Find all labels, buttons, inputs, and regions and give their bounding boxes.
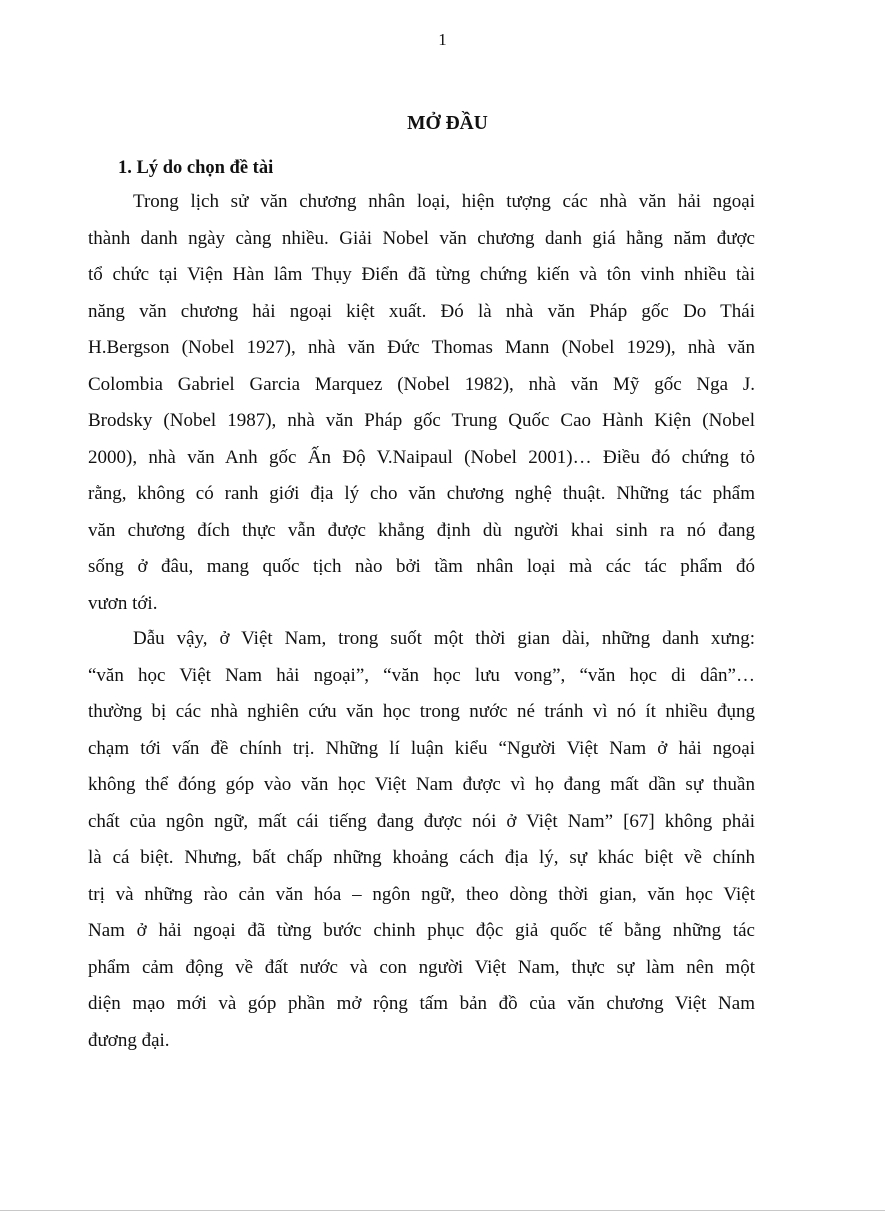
paragraph-line: đương đại. — [88, 1029, 170, 1051]
paragraph-line: là cá biệt. Nhưng, bất chấp những khoảng cách địa lý, sự khác biệt về chính — [88, 847, 755, 868]
paragraph-line: phẩm cảm động về đất nước và con người Việt Nam, thực sự làm nên một — [88, 956, 755, 978]
paragraph-line: không thể đóng góp vào văn học Việt Nam được vì họ đang mất dần sự thuần — [88, 774, 755, 795]
paragraph-line: sống ở đâu, mang quốc tịch nào bởi tầm nhân loại mà các tác phẩm đó — [88, 556, 755, 577]
paragraph-1 — [88, 184, 755, 622]
paragraph-line: Dẫu vậy, ở Việt Nam, trong suốt một thời gian dài, những danh xưng: — [133, 628, 755, 649]
paragraph-line: tổ chức tại Viện Hàn lâm Thụy Điển đã từng chứng kiến và tôn vinh nhiều tài — [88, 264, 755, 285]
paragraph-line: năng văn chương hải ngoại kiệt xuất. Đó là nhà văn Pháp gốc Do Thái — [88, 300, 755, 322]
paragraph-line: “văn học Việt Nam hải ngoại”, “văn học lưu vong”, “văn học di dân”… — [88, 664, 755, 686]
paragraph-line: Nam ở hải ngoại đã từng bước chinh phục độc giả quốc tế bằng những tác — [88, 920, 755, 941]
paragraph-line: trị và những rào cản văn hóa – ngôn ngữ, theo dòng thời gian, văn học Việt — [88, 883, 755, 905]
paragraph-line: chạm tới vấn đề chính trị. Những lí luận kiểu “Người Việt Nam ở hải ngoại — [88, 737, 755, 759]
paragraph-line: rằng, không có ranh giới địa lý cho văn chương nghệ thuật. Những tác phẩm — [88, 483, 755, 504]
paragraph-line: 2000), nhà văn Anh gốc Ấn Độ V.Naipaul (Nobel 2001)… Điều đó chứng tỏ — [88, 446, 755, 468]
paragraph-line: Trong lịch sử văn chương nhân loại, hiện tượng các nhà văn hải ngoại — [133, 191, 755, 212]
paragraph-line: vươn tới. — [88, 592, 158, 614]
paragraph-line: H.Bergson (Nobel 1927), nhà văn Đức Thomas Mann (Nobel 1929), nhà văn — [88, 337, 755, 358]
document-title: MỞ ĐẦU — [407, 113, 488, 134]
paragraph-line: chất của ngôn ngữ, mất cái tiếng đang được nói ở Việt Nam” [67] không phải — [88, 810, 755, 832]
paragraph-line: văn chương đích thực vẫn được khẳng định dù người khai sinh ra nó đang — [88, 519, 755, 541]
section-heading: 1. Lý do chọn đề tài — [118, 158, 274, 178]
paragraph-line: Colombia Gabriel Garcia Marquez (Nobel 1982), nhà văn Mỹ gốc Nga J. — [88, 373, 755, 395]
page-bottom-divider — [0, 1210, 885, 1211]
paragraph-line: diện mạo mới và góp phần mở rộng tấm bản đồ của văn chương Việt Nam — [88, 993, 755, 1014]
paragraph-line: Brodsky (Nobel 1987), nhà văn Pháp gốc Trung Quốc Cao Hành Kiện (Nobel — [88, 410, 755, 431]
paragraph-2 — [88, 621, 755, 1059]
page-number: 1 — [438, 30, 447, 49]
paragraph-line: thường bị các nhà nghiên cứu văn học trong nước né tránh vì nó ít nhiều đụng — [88, 701, 755, 722]
paragraph-line: thành danh ngày càng nhiều. Giải Nobel văn chương danh giá hằng năm được — [88, 227, 755, 249]
